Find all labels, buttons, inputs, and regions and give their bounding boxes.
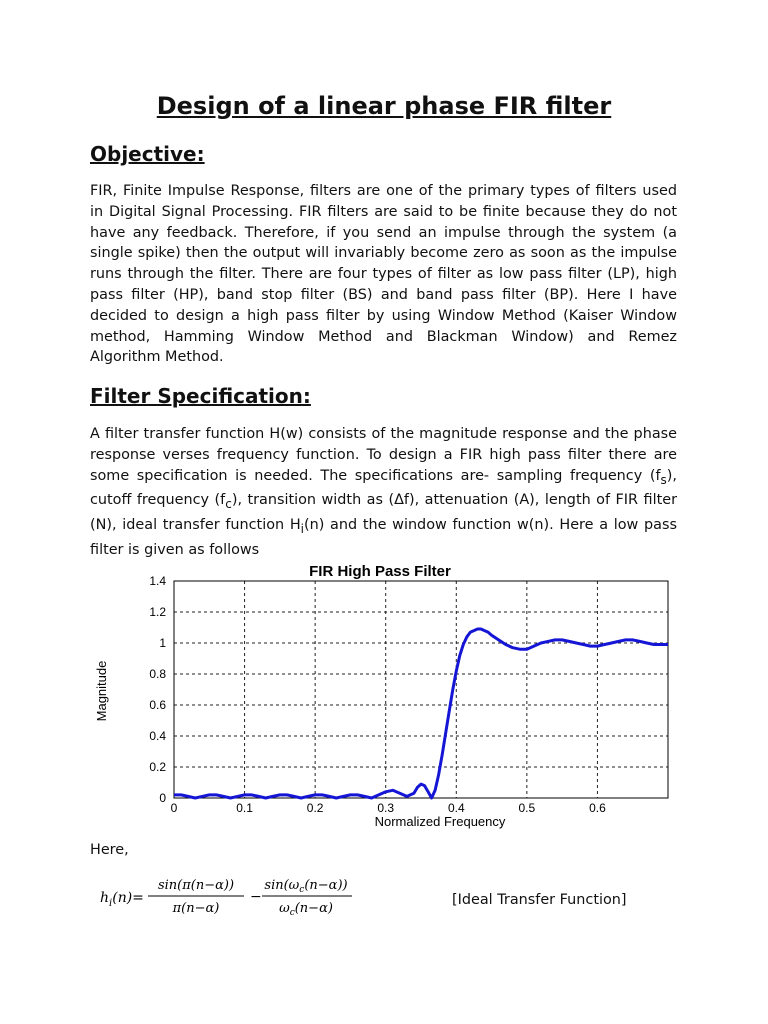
chart-plot-frame [174, 581, 668, 798]
ideal-transfer-formula [100, 872, 360, 922]
chart-y-axis-label: Magnitude [94, 660, 109, 722]
spec-sub-s: s [660, 472, 667, 487]
fir-highpass-chart [86, 560, 676, 832]
chart-x-tick-label: 0.6 [589, 801, 606, 815]
chart-y-tick-label: 1 [159, 636, 166, 650]
filter-spec-heading: Filter Specification: [90, 384, 311, 408]
chart-x-tick-label: 0.4 [447, 801, 465, 815]
chart-title: FIR High Pass Filter [309, 563, 451, 580]
objective-paragraph: FIR, Finite Impulse Response, filters are one of the primary types of filters used in Digital Signal Processing. FIR filters are said to be finite because they do not have any feedback. Therefore, if you send an impulse through the system (a single spike) then the output will invariably become zero as soon as the impulse runs through the filter. There are four types of filter as low pass filter (LP), high pass filter (HP), band stop filter (BS) and band pass filter (BP). Here I have decided to design a high pass filter by using Window Method (Kaiser Window method, Hamming Window Method and Blackman Window) and Remez Algorithm Method. [90, 183, 677, 366]
chart-x-tick-label: 0 [170, 801, 178, 815]
spec-text-1: A filter transfer function H(w) consists of the magnitude response and the phase response verses frequency function. To design a FIR high pass filter there are some specification is needed. The specifications are- sampling frequency (f [90, 426, 677, 484]
spec-sub-c: c [225, 497, 232, 512]
chart-x-tick-label: 0.5 [518, 801, 536, 815]
chart-x-tick-label: 0.1 [236, 801, 253, 815]
formula-den1: π(n−α) [172, 901, 220, 916]
chart-y-tick-label: 1.2 [149, 605, 166, 619]
chart-y-tick-label: 0.6 [149, 698, 166, 712]
filter-spec-paragraph [90, 424, 677, 560]
chart-y-tick-label: 0.4 [149, 729, 166, 743]
chart-svg [86, 560, 676, 832]
chart-grid [174, 581, 668, 798]
chart-x-tick-label: 0.3 [377, 801, 395, 815]
chart-y-tick-label: 1.4 [149, 574, 166, 588]
formula-svg [100, 872, 360, 922]
chart-x-tick-label: 0.2 [306, 801, 324, 815]
chart-y-tick-label: 0.2 [149, 760, 166, 774]
here-label: Here, [90, 842, 129, 858]
formula-num2: $\sin(\omega_c(n-\alpha))$ [264, 878, 348, 895]
formula-lhs: $h_i(n)=$ [100, 890, 144, 909]
formula-caption: [Ideal Transfer Function] [452, 892, 627, 908]
objective-heading: Objective: [90, 142, 205, 166]
spec-sub-i: i [300, 521, 304, 536]
formula-den2: $\omega_c(n-\alpha)$ [279, 901, 333, 918]
spec-text-3: ), transition width as (Δf), attenuation (A), length of FIR filter (N), ideal transfer function H [90, 492, 678, 533]
formula-num1: sin(π(n−α)) [157, 878, 235, 893]
formula-minus: − [250, 889, 262, 905]
chart-ticks [149, 574, 606, 815]
chart-y-tick-label: 0.8 [149, 667, 166, 681]
spec-text-2: ), cutoff frequency (f [90, 467, 677, 509]
spec-text-4: (n) and the window function w(n). Here a low pass filter is given as follows [90, 516, 677, 558]
chart-series-line [174, 629, 668, 798]
chart-y-tick-label: 0 [159, 791, 166, 805]
page-title: Design of a linear phase FIR filter [156, 92, 612, 120]
chart-x-axis-label: Normalized Frequency [374, 814, 506, 829]
